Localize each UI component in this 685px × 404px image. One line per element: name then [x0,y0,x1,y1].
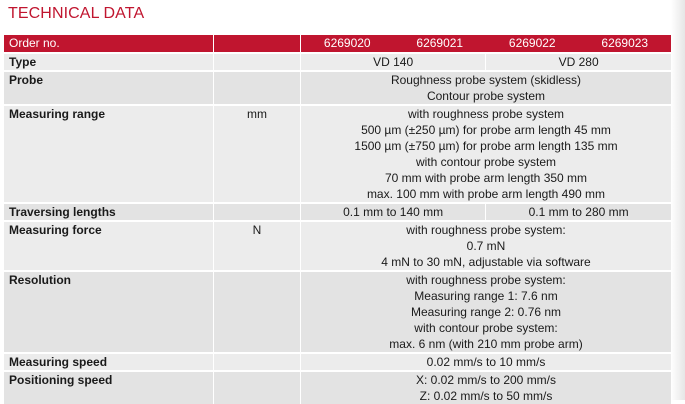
unit-cell [214,353,301,371]
value-line: Roughness probe system (skidless) [390,73,582,87]
row-probe [4,71,671,105]
value-line: 0.7 mN [466,239,506,253]
row-traversing-lengths [4,203,671,221]
row-label: Measuring range [4,105,214,203]
unit-cell [214,203,301,221]
value-line: 0.02 mm/s to 10 mm/s [426,355,546,369]
unit-cell: mm [214,105,301,203]
order-number: 6269021 [416,36,464,50]
order-number: 6269023 [601,36,649,50]
value-line: with roughness probe system [407,107,565,121]
page-title: TECHNICAL DATA [8,5,145,22]
order-number: 6269022 [508,36,556,50]
value-line: with roughness probe system: [406,273,566,287]
value-line: with roughness probe system: [406,223,566,237]
value-cell [301,105,672,203]
row-label: Measuring speed [4,353,214,371]
value-vd140: 0.1 mm to 140 mm [301,203,486,221]
unit-cell [214,53,301,71]
header-row [4,35,671,53]
value-line: 70 mm with probe arm length 350 mm [384,171,588,185]
value-cell [301,71,672,105]
row-positioning-speed [4,371,671,404]
value-line: 500 µm (±250 µm) for probe arm length 45 mm [361,123,611,137]
value-vd280: 0.1 mm to 280 mm [486,203,671,221]
row-label: Probe [4,71,214,105]
row-label: Type [4,53,214,71]
unit-cell [214,271,301,353]
row-measuring-force [4,221,671,271]
header-label: Order no. [4,35,214,53]
value-cell [301,353,672,371]
row-measuring-range [4,105,671,203]
row-type [4,53,671,71]
value-line: 1500 µm (±750 µm) for probe arm length 135 mm [354,139,618,153]
value-vd280: VD 280 [486,53,671,71]
row-label: Measuring force [4,221,214,271]
value-line: Measuring range 1: 7.6 nm [414,289,558,303]
row-label: Traversing lengths [4,203,214,221]
value-vd140: VD 140 [301,53,486,71]
unit-cell [214,371,301,404]
value-line: Contour probe system [426,89,546,103]
value-line: with contour probe system [415,155,557,169]
value-line: X: 0.02 mm/s to 200 mm/s [415,373,557,387]
row-label: Positioning speed [4,371,214,404]
order-number: 6269020 [323,36,371,50]
unit-cell [214,71,301,105]
page-edge-shadow [671,0,685,400]
value-line: with contour probe system: [414,321,558,335]
value-line: max. 6 nm (with 210 mm probe arm) [389,337,583,351]
value-cell [301,271,672,353]
technical-data-table [4,35,671,404]
value-line: 4 mN to 30 mN, adjustable via software [381,255,591,269]
value-line: Z: 0.02 mm/s to 50 mm/s [419,389,553,403]
value-line: Measuring range 2: 0.76 nm [410,305,562,319]
value-cell [301,221,672,271]
value-cell [301,371,672,404]
unit-cell: N [214,221,301,271]
header-orders [301,35,672,53]
row-label: Resolution [4,271,214,353]
header-unit-cell [214,35,301,53]
value-line: max. 100 mm with probe arm length 490 mm [366,187,606,201]
row-measuring-speed [4,353,671,371]
row-resolution [4,271,671,353]
